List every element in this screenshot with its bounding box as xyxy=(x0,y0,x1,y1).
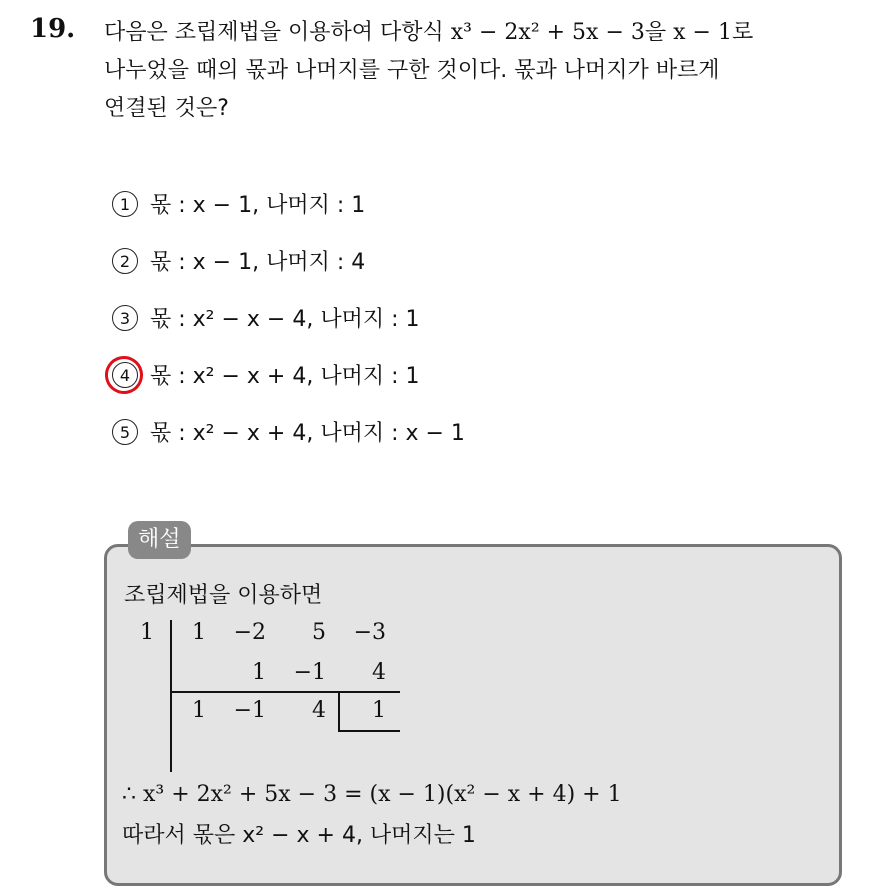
synthetic-division xyxy=(130,616,420,776)
question-line1-a: 다음은 조립제법을 이용하여 다항식 xyxy=(104,20,444,45)
choice-number: 3 xyxy=(112,305,138,331)
sd-cell: 5 xyxy=(312,620,326,645)
choice-number: 2 xyxy=(112,248,138,274)
sd-cell: 4 xyxy=(312,698,326,723)
choice-text: 몫 : x − 1, 나머지 : 4 xyxy=(150,250,366,275)
question-line3: 연결된 것은? xyxy=(104,96,229,121)
sd-cell: 1 xyxy=(192,620,206,645)
question-line2: 나누었을 때의 몫과 나머지를 구한 것이다. 몫과 나머지가 바르게 xyxy=(104,58,720,83)
choice-text: 몫 : x − 1, 나머지 : 1 xyxy=(150,193,366,218)
sd-cell: −1 xyxy=(293,660,326,685)
question-divisor: x − 1 xyxy=(673,20,732,45)
sd-cell: −2 xyxy=(233,620,266,645)
question-line1-b: 을 xyxy=(644,20,667,45)
choice-text: 몫 : x² − x + 4, 나머지 : x − 1 xyxy=(150,421,465,446)
sd-remainder-box-bottom xyxy=(338,730,400,732)
choice-number-label: 4 xyxy=(119,365,131,385)
sd-cell: 1 xyxy=(252,660,266,685)
sd-cell: −3 xyxy=(353,620,386,645)
sd-cell: 4 xyxy=(372,660,386,685)
choice-4[interactable] xyxy=(112,346,465,403)
sd-remainder-box-left xyxy=(338,692,340,730)
sd-cell: 1 xyxy=(372,698,386,723)
sd-horizontal-line xyxy=(170,691,400,693)
choice-number xyxy=(112,362,138,388)
choice-2[interactable] xyxy=(112,232,465,289)
sd-cell: 1 xyxy=(192,698,206,723)
solution-tag: 해설 xyxy=(128,521,191,559)
choice-5[interactable] xyxy=(112,403,465,460)
choice-number: 5 xyxy=(112,419,138,445)
choice-number: 1 xyxy=(112,191,138,217)
question-number: 19. xyxy=(30,14,76,44)
choice-1[interactable] xyxy=(112,175,465,232)
choice-text: 몫 : x² − x + 4, 나머지 : 1 xyxy=(150,364,420,389)
question-line1-c: 로 xyxy=(731,20,754,45)
choice-text: 몫 : x² − x − 4, 나머지 : 1 xyxy=(150,307,420,332)
question-text xyxy=(104,14,869,128)
solution-final: 따라서 몫은 x² − x + 4, 나머지는 1 xyxy=(122,823,476,848)
solution-intro: 조립제법을 이용하면 xyxy=(124,583,323,608)
choice-list xyxy=(112,175,465,460)
question-poly: x³ − 2x² + 5x − 3 xyxy=(450,20,645,45)
answer-mark-circle xyxy=(101,352,146,397)
choice-3[interactable] xyxy=(112,289,465,346)
sd-divisor: 1 xyxy=(140,620,154,645)
solution-equation: ∴ x³ + 2x² + 5x − 3 = (x − 1)(x² − x + 4) + 1 xyxy=(122,782,622,807)
sd-cell: −1 xyxy=(233,698,266,723)
